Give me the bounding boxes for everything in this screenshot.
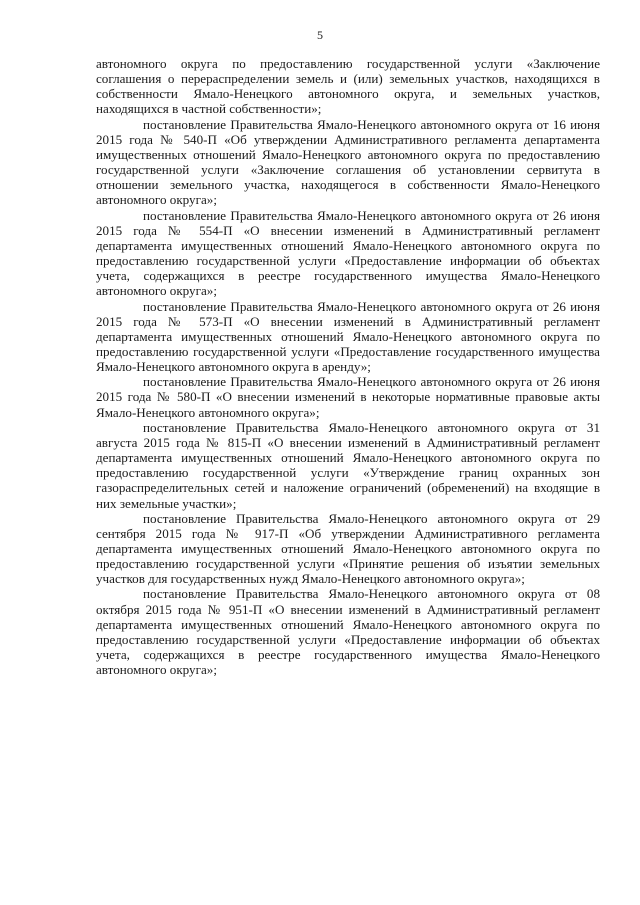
page-number: 5 <box>317 28 323 42</box>
paragraph-resolution-540-p: постановление Правительства Ямало-Ненецкого автономного округа от 16 июня 2015 года № 540-П «Об утверждении Административного регламента департамента имущественных отношений Ямало-Ненецкого автономного округа по предоставлению государственной услуги «Заключение соглашения об установлении сервитута в отношении земельного участка, находящегося в собственности Ямало-Ненецкого автономного округа»; <box>96 116 600 208</box>
paragraph-resolution-917-p: постановление Правительства Ямало-Ненецкого автономного округа от 29 сентября 2015 года № 917-П «Об утверждении Административного регламента департамента имущественных отношений Ямало-Ненецкого автономного округа по предоставлению государственной услуги «Принятие решения об изъятии земельных участков для государственных нужд Ямало-Ненецкого автономного округа»; <box>96 510 600 587</box>
paragraph-resolution-580-p: постановление Правительства Ямало-Ненецкого автономного округа от 26 июня 2015 года № 580-П «О внесении изменений в некоторые нормативные правовые акты Ямало-Ненецкого автономного округа»; <box>96 374 600 420</box>
paragraph-resolution-951-p: постановление Правительства Ямало-Ненецкого автономного округа от 08 октября 2015 года № 951-П «О внесении изменений в Административный регламент департамента имущественных отношений Ямало-Ненецкого автономного округа по предоставлению государственной услуги «Предоставление информации об объектах учета, содержащихся в реестре государственного имущества Ямало-Ненецкого автономного округа»; <box>96 586 600 678</box>
paragraph-resolution-554-p: постановление Правительства Ямало-Ненецкого автономного округа от 26 июня 2015 года № 554-П «О внесении изменений в Административный регламент департамента имущественных отношений Ямало-Ненецкого автономного округа по предоставлению государственной услуги «Предоставление информации об объектах учета, содержащихся в реестре государственного имущества Ямало-Ненецкого автономного округа»; <box>96 207 600 299</box>
document-body <box>96 56 600 677</box>
paragraph-resolution-573-p: постановление Правительства Ямало-Ненецкого автономного округа от 26 июня 2015 года № 573-П «О внесении изменений в Административный регламент департамента имущественных отношений Ямало-Ненецкого автономного округа по предоставлению государственной услуги «Предоставление государственного имущества Ямало-Ненецкого автономного округа в аренду»; <box>96 298 600 375</box>
paragraph-resolution-815-p: постановление Правительства Ямало-Ненецкого автономного округа от 31 августа 2015 года № 815-П «О внесении изменений в Административный регламент департамента имущественных отношений Ямало-Ненецкого автономного округа по предоставлению государственной услуги «Утверждение границ охранных зон газораспределительных сетей и наложение ограничений (обременений) на входящие в них земельные участки»; <box>96 419 600 511</box>
paragraph-continuation: автономного округа по предоставлению государственной услуги «Заключение соглашения о перераспределении земель и (или) земельных участков, находящихся в собственности Ямало-Ненецкого автономного округа, и земельных участков, находящихся в частной собственности»; <box>96 56 600 117</box>
